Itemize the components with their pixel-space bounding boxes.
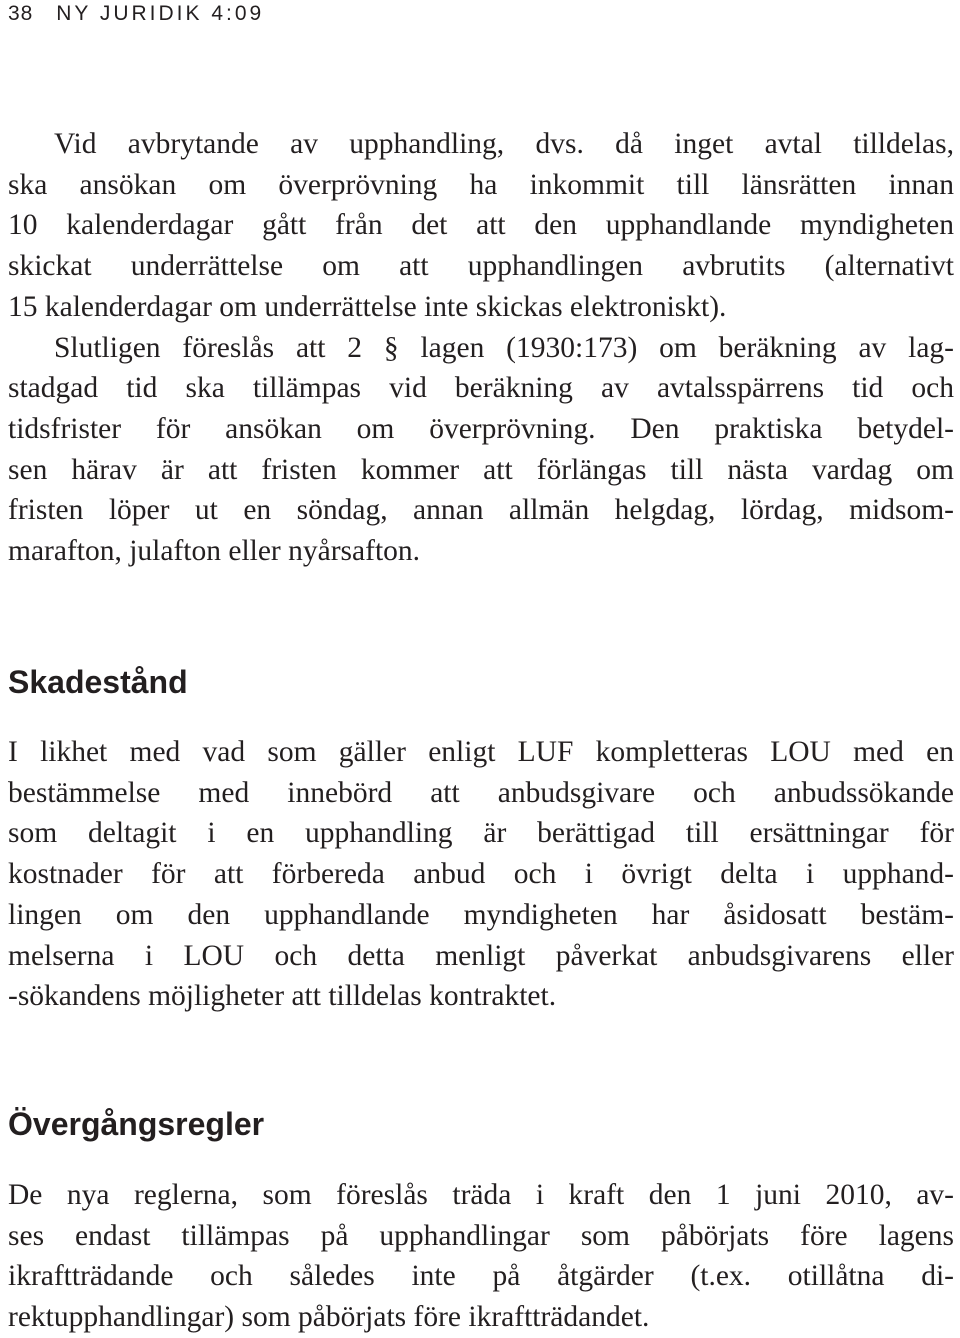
text-line: tidsfrister för ansökan om överprövning. Den praktiska betydel- <box>8 412 954 445</box>
text-line: skickat underrättelse om att upphandlingen avbrutits (alternativt <box>8 250 954 283</box>
text-line: 10 kalenderdagar gått från det att den upphandlande myndigheten <box>8 209 954 242</box>
publication-title: NY JURIDIK 4:09 <box>56 2 265 25</box>
overgangsregler-paragraph <box>8 1175 954 1338</box>
page-number: 38 <box>8 2 34 25</box>
text-line: -sökandens möjligheter att tilldelas kontraktet. <box>8 980 557 1013</box>
text-line: ses endast tillämpas på upphandlingar som påbörjats före lagens <box>8 1219 954 1252</box>
text-line: som deltagit i en upphandling är berättigad till ersättningar för <box>8 817 954 850</box>
text-line: 15 kalenderdagar om underrättelse inte skickas elektroniskt). <box>8 290 727 323</box>
text-line: bestämmelse med innebörd att anbudsgivare och anbudssökande <box>8 776 954 809</box>
text-line: kostnader för att förbereda anbud och i övrigt delta i upphand- <box>8 858 954 891</box>
skadestand-paragraph <box>8 732 954 1017</box>
text-line: ska ansökan om överprövning ha inkommit till länsrätten innan <box>8 168 954 201</box>
running-header <box>8 2 264 26</box>
text-line: Vid avbrytande av upphandling, dvs. då inget avtal tilldelas, <box>54 128 954 160</box>
text-line: rektupphandlingar) som påbörjats före ikraftträdandet. <box>8 1301 650 1334</box>
section-heading-overgangsregler: Övergångsregler <box>8 1106 265 1142</box>
text-line: Slutligen föreslås att 2 § lagen (1930:173) om beräkning av lag- <box>54 331 954 364</box>
text-line: fristen löper ut en söndag, annan allmän helgdag, lördag, midsom- <box>8 494 954 527</box>
text-line: lingen om den upphandlande myndigheten har åsidosatt bestäm- <box>8 898 954 931</box>
text-line: De nya reglerna, som föreslås träda i kraft den 1 juni 2010, av- <box>8 1179 954 1211</box>
text-line: sen härav är att fristen kommer att förlängas till nästa vardag om <box>8 453 954 486</box>
text-line: stadgad tid ska tillämpas vid beräkning av avtalsspärrens tid och <box>8 372 954 405</box>
intro-paragraph <box>8 124 954 572</box>
text-line: ikraftträdande och således inte på åtgärder (t.ex. otillåtna di- <box>8 1260 954 1293</box>
text-line: I likhet med vad som gäller enligt LUF kompletteras LOU med en <box>8 736 954 768</box>
text-line: melserna i LOU och detta menligt påverkat anbudsgivarens eller <box>8 939 954 972</box>
section-heading-skadestand: Skadestånd <box>8 664 188 700</box>
text-line: marafton, julafton eller nyårsafton. <box>8 535 421 568</box>
